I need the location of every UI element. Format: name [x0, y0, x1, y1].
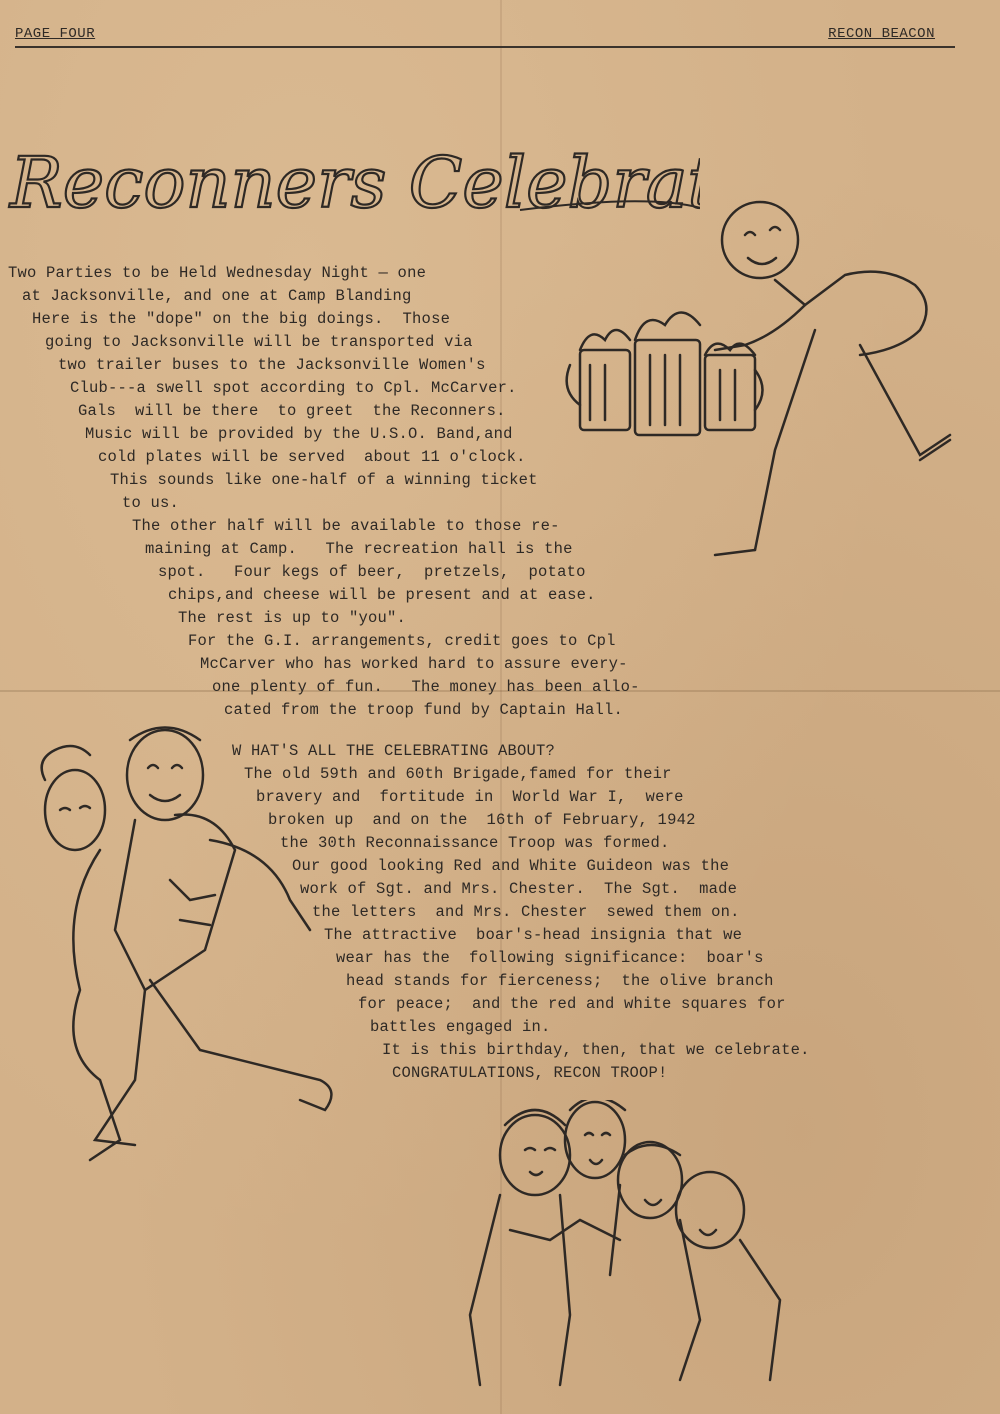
- dancing-couple-drawing: [30, 720, 380, 1190]
- article-celebrating-line: broken up and on the 16th of February, 1942: [268, 811, 696, 829]
- article-celebrating-line: W HAT'S ALL THE CELEBRATING ABOUT?: [232, 742, 556, 760]
- headline-text: Reconners Celebrate: [10, 142, 700, 224]
- article-parties-line: two trailer buses to the Jacksonville Women's: [58, 356, 486, 374]
- article-parties-line: This sounds like one-half of a winning ticket: [110, 471, 538, 489]
- article-celebrating-line: bravery and fortitude in World War I, were: [256, 788, 684, 806]
- article-celebrating-line: for peace; and the red and white squares for: [358, 995, 786, 1013]
- article-parties-line: to us.: [122, 494, 180, 512]
- article-parties-line: cated from the troop fund by Captain Hall.: [224, 701, 624, 719]
- article-parties-line: at Jacksonville, and one at Camp Blanding: [22, 287, 412, 305]
- article-celebrating-line: Our good looking Red and White Guideon was the: [292, 857, 730, 875]
- article-parties-line: one plenty of fun. The money has been allo-: [212, 678, 640, 696]
- article-parties-line: For the G.I. arrangements, credit goes to Cpl: [188, 632, 616, 650]
- article-celebrating-line: battles engaged in.: [370, 1018, 551, 1036]
- article-celebrating-line: work of Sgt. and Mrs. Chester. The Sgt. made: [300, 880, 738, 898]
- article-celebrating-line: the 30th Reconnaissance Troop was formed.: [280, 834, 670, 852]
- article-celebrating-line: head stands for fierceness; the olive branch: [346, 972, 774, 990]
- page-number: PAGE FOUR: [15, 26, 96, 42]
- article-parties-line: spot. Four kegs of beer, pretzels, potato: [158, 563, 586, 581]
- article-parties-line: Two Parties to be Held Wednesday Night — one: [8, 264, 427, 282]
- article-parties-line: McCarver who has worked hard to assure every-: [200, 655, 628, 673]
- article-celebrating-line: the letters and Mrs. Chester sewed them on.: [312, 903, 740, 921]
- waiter-with-beer-mugs-drawing: [560, 190, 980, 570]
- article-parties-line: The rest is up to "you".: [178, 609, 407, 627]
- newsletter-name: RECON BEACON: [828, 26, 935, 42]
- group-of-soldiers-drawing: [450, 1100, 810, 1390]
- article-parties-line: Gals will be there to greet the Reconners.: [78, 402, 506, 420]
- article-celebrating-line: It is this birthday, then, that we celebrate.: [382, 1041, 810, 1059]
- article-parties-line: Club---a swell spot according to Cpl. McCarver.: [70, 379, 517, 397]
- page-header: [15, 24, 955, 48]
- article-celebrating-line: The old 59th and 60th Brigade,famed for their: [244, 765, 672, 783]
- article-parties-line: chips,and cheese will be present and at ease.: [168, 586, 596, 604]
- article-parties-line: going to Jacksonville will be transported via: [45, 333, 473, 351]
- article-parties-line: maining at Camp. The recreation hall is the: [145, 540, 573, 558]
- article-parties-line: cold plates will be served about 11 o'clock.: [98, 448, 526, 466]
- article-parties-line: Here is the "dope" on the big doings. Those: [32, 310, 451, 328]
- article-celebrating-line: wear has the following significance: boar's: [336, 949, 764, 967]
- article-celebrating-line: The attractive boar's-head insignia that we: [324, 926, 743, 944]
- article-parties-line: The other half will be available to those re-: [132, 517, 560, 535]
- article-celebrating-line: CONGRATULATIONS, RECON TROOP!: [392, 1064, 668, 1082]
- article-parties-line: Music will be provided by the U.S.O. Band,and: [85, 425, 513, 443]
